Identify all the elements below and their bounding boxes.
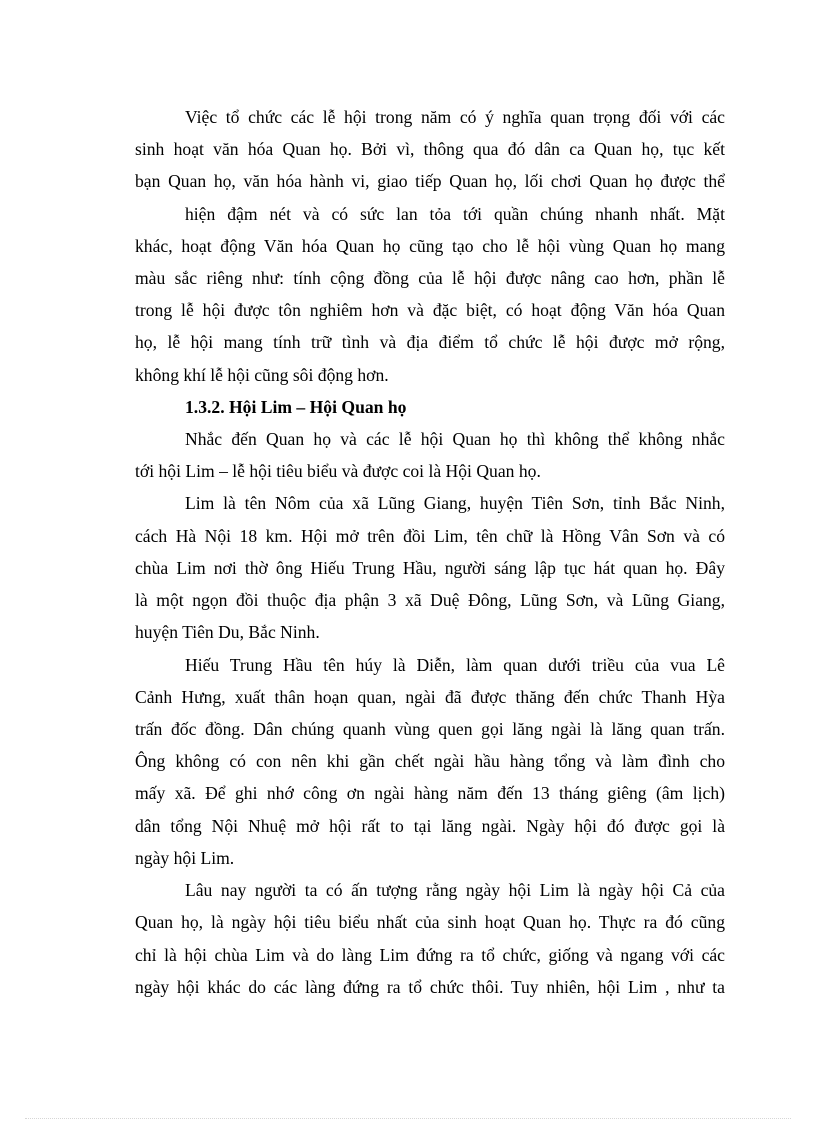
paragraph-line: Quan họ, là ngày hội tiêu biểu nhất của sinh hoạt Quan họ. Thực ra đó cũng: [135, 912, 725, 932]
paragraph-line: ngày hội Lim.: [135, 848, 235, 868]
paragraph-line: ngày hội khác do các làng đứng ra tổ chức thôi. Tuy nhiên, hội Lim , như ta: [135, 977, 725, 997]
paragraph-line: cách Hà Nội 18 km. Hội mở trên đồi Lim, tên chữ là Hồng Vân Sơn và có: [135, 526, 725, 546]
paragraph-line: dân tổng Nội Nhuệ mở hội rất to tại lăng ngài. Ngày hội đó được gọi là: [135, 816, 725, 836]
paragraph-line: Lâu nay người ta có ấn tượng rằng ngày hội Lim là ngày hội Cả của: [185, 880, 725, 900]
paragraph-line: là một ngọn đồi thuộc địa phận 3 xã Duệ Đông, Lũng Sơn, và Lũng Giang,: [135, 590, 725, 610]
footer-divider: [25, 1118, 791, 1119]
paragraph-line: sinh hoạt văn hóa Quan họ. Bởi vì, thông qua đó dân ca Quan họ, tục kết: [135, 139, 725, 159]
paragraph-line: màu sắc riêng như: tính cộng đồng của lễ hội được nâng cao hơn, phần lễ: [135, 268, 725, 288]
paragraph-line: Cảnh Hưng, xuất thân hoạn quan, ngài đã được thăng đến chức Thanh Hỳa: [135, 687, 725, 707]
paragraph-line: không khí lễ hội cũng sôi động hơn.: [135, 365, 389, 385]
paragraph-line: họ, lễ hội mang tính trữ tình và địa điểm tổ chức lễ hội được mở rộng,: [135, 332, 725, 352]
paragraph-line: bạn Quan họ, văn hóa hành vi, giao tiếp Quan họ, lối chơi Quan họ được thể: [135, 171, 725, 191]
paragraph-line: trấn đốc đồng. Dân chúng quanh vùng quen gọi lăng ngài là lăng quan trấn.: [135, 719, 725, 739]
paragraph-line: tới hội Lim – lễ hội tiêu biểu và được coi là Hội Quan họ.: [135, 461, 541, 481]
paragraph-line: Nhắc đến Quan họ và các lễ hội Quan họ thì không thể không nhắc: [185, 429, 725, 449]
paragraph-line: Hiếu Trung Hầu tên húy là Diễn, làm quan dưới triều của vua Lê: [185, 655, 725, 675]
paragraph-line: Ông không có con nên khi gần chết ngài hầu hàng tổng và làm đình cho: [135, 751, 725, 771]
paragraph-line: Việc tổ chức các lễ hội trong năm có ý nghĩa quan trọng đối với các: [185, 107, 725, 127]
paragraph-line: mấy xã. Để ghi nhớ công ơn ngài hàng năm đến 13 tháng giêng (âm lịch): [135, 783, 725, 803]
paragraph-line: khác, hoạt động Văn hóa Quan họ cũng tạo cho lễ hội vùng Quan họ mang: [135, 236, 725, 256]
section-heading: 1.3.2. Hội Lim – Hội Quan họ: [185, 397, 407, 417]
paragraph-line: huyện Tiên Du, Bắc Ninh.: [135, 622, 320, 642]
paragraph-line: trong lễ hội được tôn nghiêm hơn và đặc biệt, có hoạt động Văn hóa Quan: [135, 300, 725, 320]
paragraph-line: chỉ là hội chùa Lim và do làng Lim đứng ra tổ chức, giống và ngang với các: [135, 945, 725, 965]
paragraph-line: hiện đậm nét và có sức lan tỏa tới quần chúng nhanh nhất. Mặt: [185, 204, 725, 224]
paragraph-line: chùa Lim nơi thờ ông Hiếu Trung Hầu, người sáng lập tục hát quan họ. Đây: [135, 558, 725, 578]
paragraph-line: Lim là tên Nôm của xã Lũng Giang, huyện Tiên Sơn, tỉnh Bắc Ninh,: [185, 493, 725, 513]
